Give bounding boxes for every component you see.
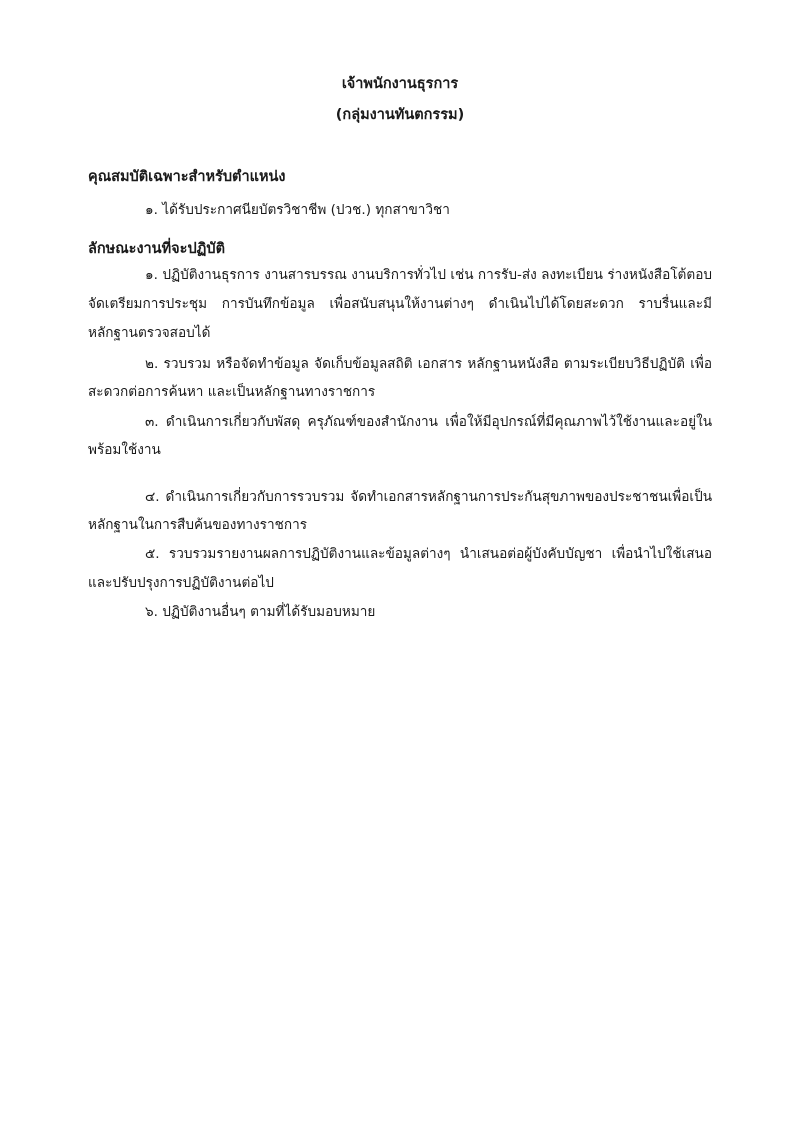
duty-item-3-line-2: พร้อมใช้งาน	[88, 442, 161, 458]
duty-item-2-line-2: สะดวกต่อการค้นหา และเป็นหลักฐานทางราชการ	[88, 384, 376, 400]
duty-item-5-line-2: และปรับปรุงการปฏิบัติงานต่อไป	[88, 575, 274, 591]
duty-item-4-line-2: หลักฐานในการสืบค้นของทางราชการ	[88, 517, 308, 533]
duty-item-1-line-2: จัดเตรียมการประชุม การบันทึกข้อมูล เพื่อสนับสนุนให้งานต่างๆ ดำเนินไปได้โดยสะดวก ราบรื่นและมี	[88, 296, 712, 312]
duty-item-1-line-1: ๑. ปฏิบัติงานธุรการ งานสารบรรณ งานบริการทั่วไป เช่น การรับ-ส่ง ลงทะเบียน ร่างหนังสือโต้ตอบ	[145, 267, 712, 283]
qualifications-heading: คุณสมบัติเฉพาะสำหรับตำแหน่ง	[88, 169, 286, 185]
qualification-item: ๑. ได้รับประกาศนียบัตรวิชาชีพ (ปวช.) ทุกสาขาวิชา	[145, 202, 450, 218]
duties-heading: ลักษณะงานที่จะปฏิบัติ	[88, 241, 225, 257]
duty-item-1-line-3: หลักฐานตรวจสอบได้	[88, 325, 211, 341]
duty-item-4-line-1: ๔. ดำเนินการเกี่ยวกับการรวบรวม จัดทำเอกสารหลักฐานการประกันสุขภาพของประชาชนเพื่อเป็น	[145, 489, 712, 505]
duty-item-5-line-1: ๕. รวบรวมรายงานผลการปฏิบัติงานและข้อมูลต่างๆ นำเสนอต่อผู้บังคับบัญชา เพื่อนำไปใช้เสนอ	[145, 546, 712, 562]
duty-item-6-line-1: ๖. ปฏิบัติงานอื่นๆ ตามที่ได้รับมอบหมาย	[145, 604, 376, 620]
duty-item-2-line-1: ๒. รวบรวม หรือจัดทำข้อมูล จัดเก็บข้อมูลสถิติ เอกสาร หลักฐานหนังสือ ตามระเบียบวิธีปฏิบัติ เพื่อ	[145, 356, 712, 372]
duty-item-3-line-1: ๓. ดำเนินการเกี่ยวกับพัสดุ ครุภัณฑ์ของสำนักงาน เพื่อให้มีอุปกรณ์ที่มีคุณภาพไว้ใช้งานและอยู่ใน	[145, 414, 712, 430]
document-title: เจ้าพนักงานธุรการ	[341, 76, 459, 92]
document-subtitle: (กลุ่มงานทันตกรรม)	[335, 107, 465, 123]
